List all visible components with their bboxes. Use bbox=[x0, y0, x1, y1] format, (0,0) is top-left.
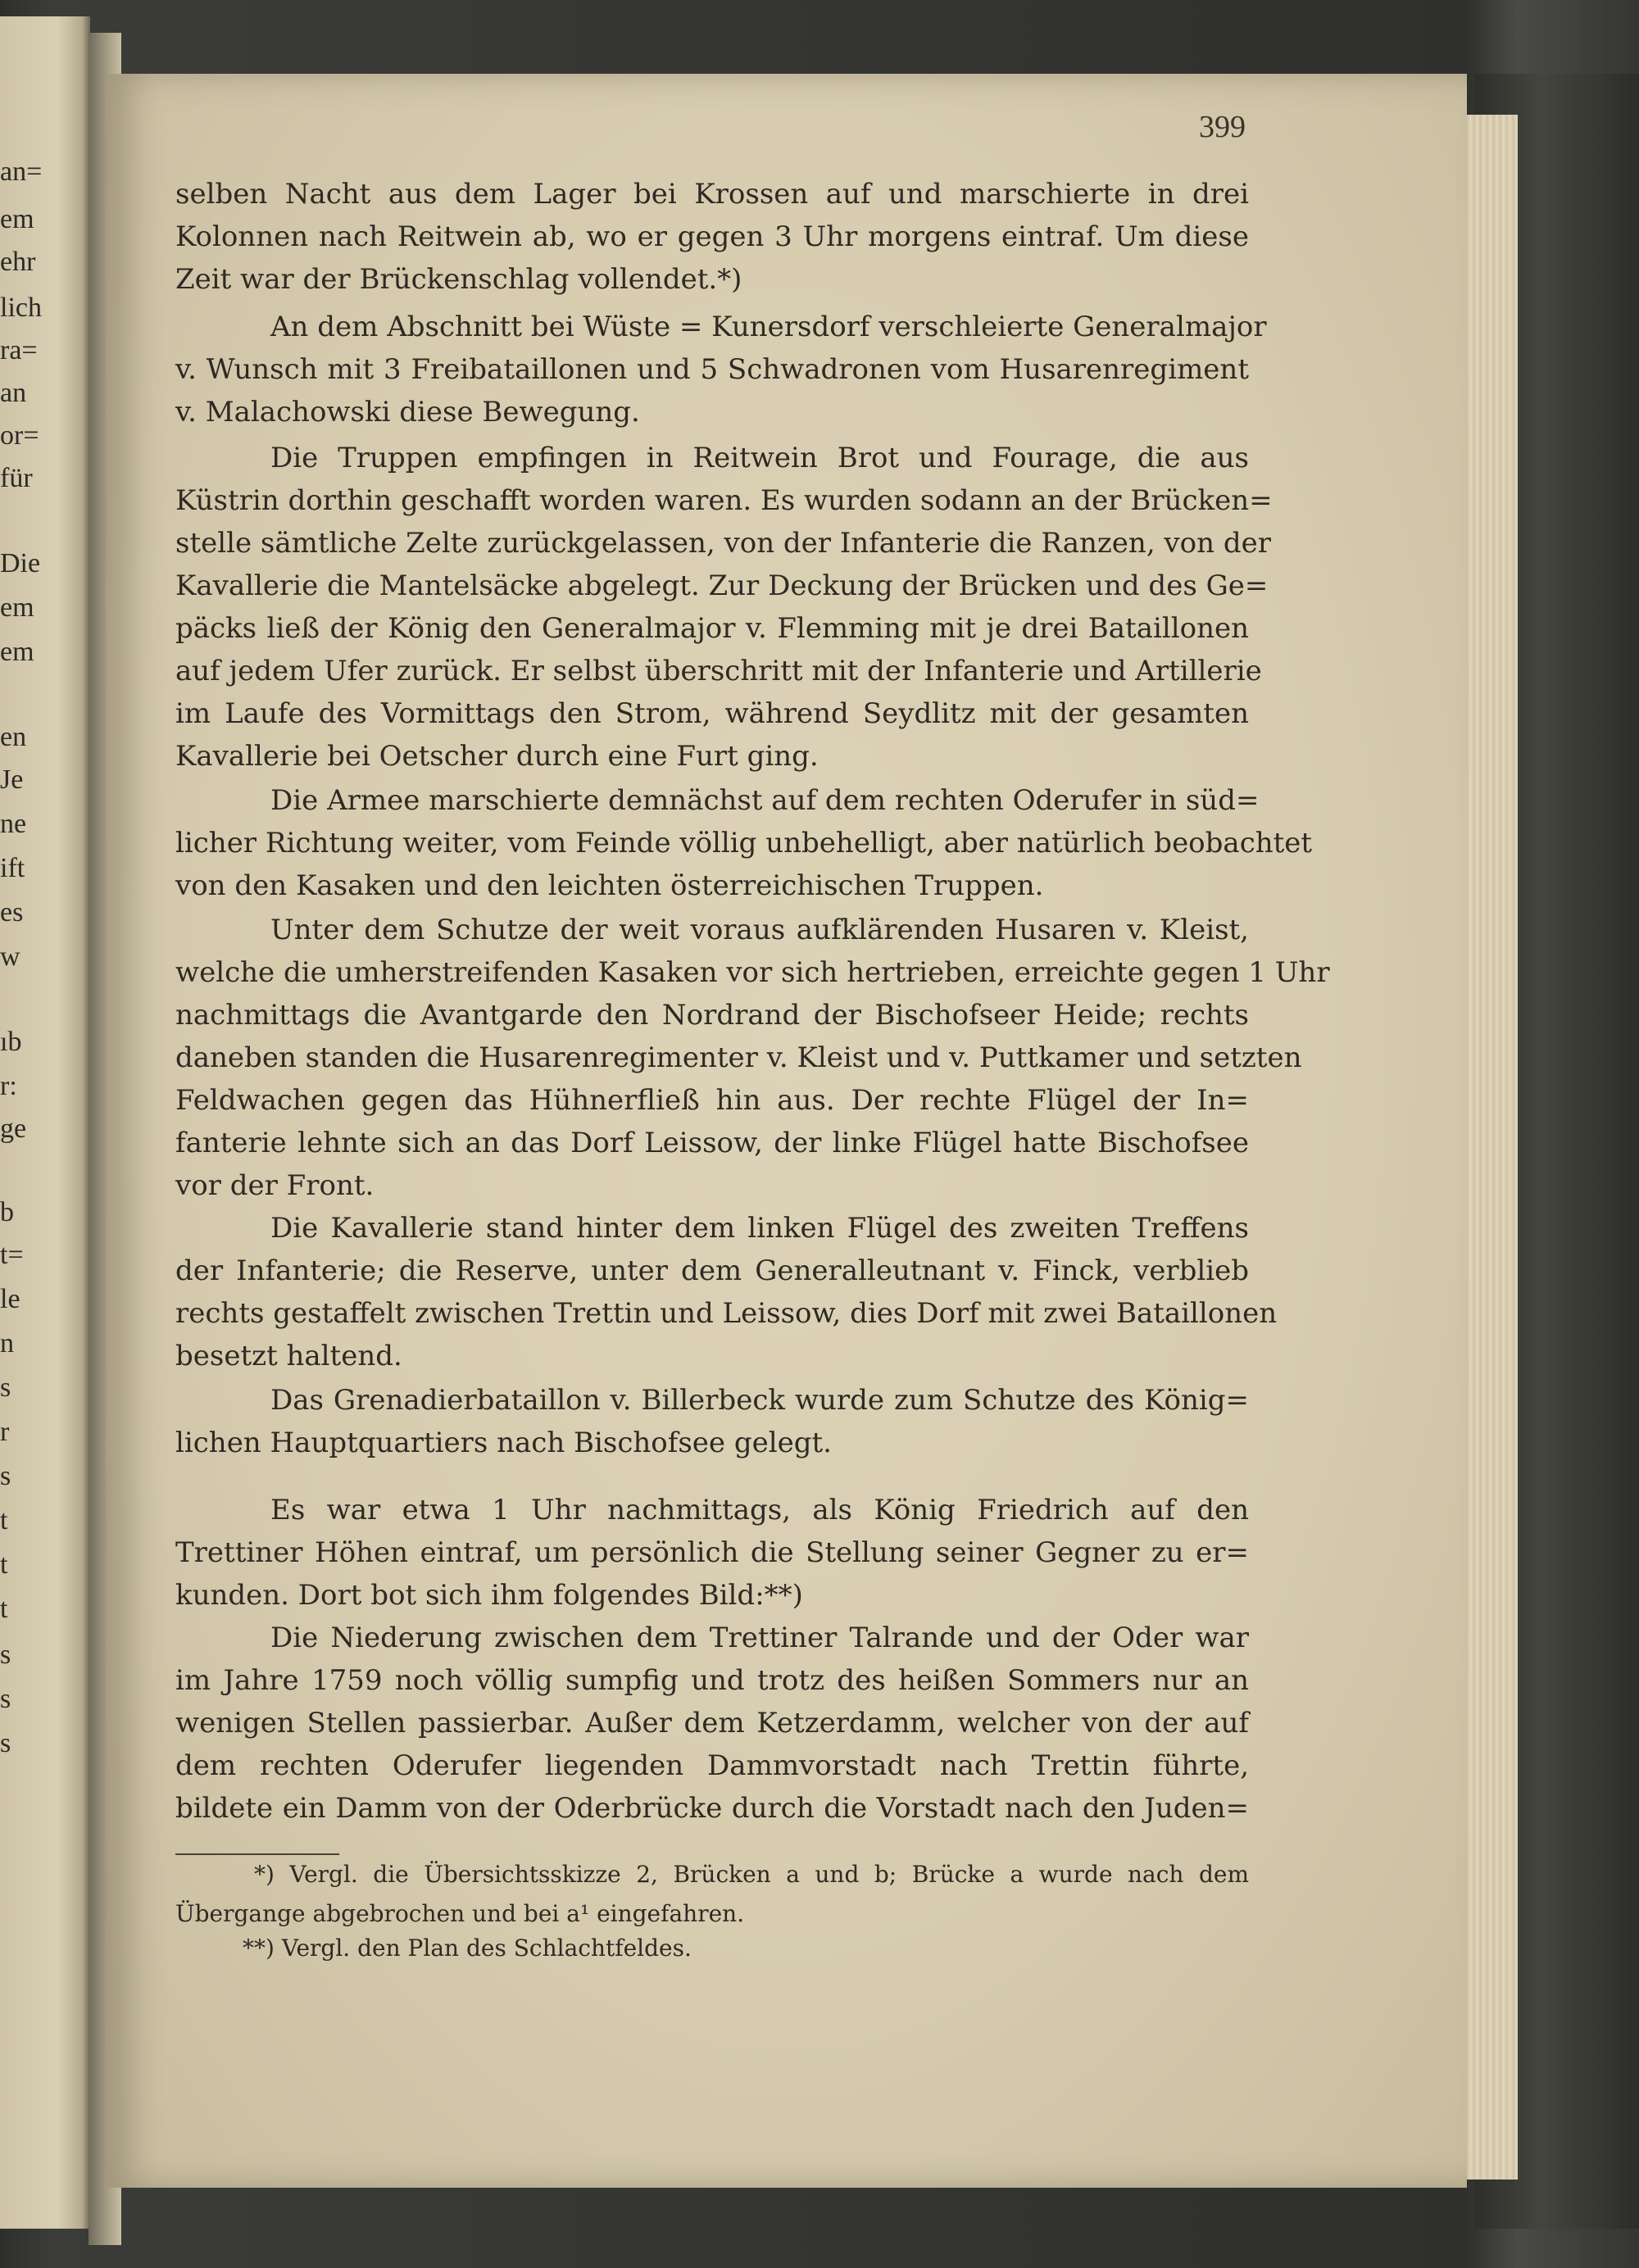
text-line: der Infanterie; die Reserve, unter dem Generalleutnant v. Finck, verblieb bbox=[175, 1254, 1249, 1287]
left-page-fragment: r bbox=[0, 1417, 10, 1447]
text-line: auf jedem Ufer zurück. Er selbst überschritt mit der Infanterie und Artillerie bbox=[175, 655, 1262, 687]
left-page-fragment: an bbox=[0, 378, 27, 408]
text-line: Es war etwa 1 Uhr nachmittags, als König Friedrich auf den bbox=[270, 1494, 1249, 1526]
left-page-fragment: r: bbox=[0, 1071, 17, 1101]
text-line: Die Kavallerie stand hinter dem linken Flügel des zweiten Treffens bbox=[270, 1212, 1249, 1245]
text-line: v. Malachowski diese Bewegung. bbox=[175, 396, 640, 429]
text-line: im Jahre 1759 noch völlig sumpfig und trotz des heißen Sommers nur an bbox=[175, 1664, 1249, 1697]
footnote-rule bbox=[175, 1853, 339, 1855]
text-line: lichen Hauptquartiers nach Bischofsee gelegt. bbox=[175, 1427, 832, 1459]
text-line: Kavallerie bei Oetscher durch eine Furt ging. bbox=[175, 740, 819, 773]
left-page-fragment: s bbox=[0, 1684, 11, 1714]
text-line: licher Richtung weiter, vom Feinde völlig unbehelligt, aber natürlich beobachtet bbox=[175, 827, 1313, 860]
text-line: welche die umherstreifenden Kasaken vor sich hertrieben, erreichte gegen 1 Uhr bbox=[175, 956, 1330, 989]
text-line: im Laufe des Vormittags den Strom, während Seydlitz mit der gesamten bbox=[175, 697, 1249, 730]
left-page-fragment: n bbox=[0, 1328, 14, 1359]
left-page-fragment: s bbox=[0, 1728, 11, 1758]
text-line: Kolonnen nach Reitwein ab, wo er gegen 3 Uhr morgens eintraf. Um diese bbox=[175, 220, 1249, 253]
left-page-fragment: Die bbox=[0, 548, 41, 578]
left-page-fragment: Je bbox=[0, 764, 24, 795]
left-page-fragment: ra= bbox=[0, 335, 38, 365]
text-line: Zeit war der Brückenschlag vollendet.*) bbox=[175, 263, 742, 296]
left-page-fragment: le bbox=[0, 1284, 20, 1314]
left-page-fragment: em bbox=[0, 204, 34, 234]
left-page-fragment: em bbox=[0, 592, 34, 623]
text-line: Die Truppen empfingen in Reitwein Brot und Fourage, die aus bbox=[270, 442, 1249, 474]
text-line: fanterie lehnte sich an das Dorf Leissow, der linke Flügel hatte Bischofsee bbox=[175, 1127, 1249, 1159]
text-line: Unter dem Schutze der weit voraus aufklärenden Husaren v. Kleist, bbox=[270, 914, 1249, 946]
text-line: bildete ein Damm von der Oderbrücke durch die Vorstadt nach den Juden= bbox=[175, 1792, 1249, 1825]
left-page-fragment: em bbox=[0, 637, 34, 667]
text-line: Feldwachen gegen das Hühnerfließ hin aus. Der rechte Flügel der In= bbox=[175, 1084, 1249, 1117]
left-page-fragment: b bbox=[0, 1197, 14, 1227]
left-page-fragment: s bbox=[0, 1372, 11, 1403]
text-line: selben Nacht aus dem Lager bei Krossen auf und marschierte in drei bbox=[175, 178, 1249, 211]
left-page-fragment: ge bbox=[0, 1114, 27, 1144]
text-line: Die Armee marschierte demnächst auf dem rechten Oderufer in süd= bbox=[270, 784, 1260, 817]
left-page-fragment: t bbox=[0, 1549, 8, 1580]
left-page-fragment: ne bbox=[0, 809, 27, 839]
text-line: Trettiner Höhen eintraf, um persönlich die Stellung seiner Gegner zu er= bbox=[175, 1536, 1249, 1569]
left-page-fragment: an= bbox=[0, 156, 43, 187]
footnote: **) Vergl. den Plan des Schlachtfeldes. bbox=[243, 1935, 692, 1962]
text-line: wenigen Stellen passierbar. Außer dem Ketzerdamm, welcher von der auf bbox=[175, 1707, 1249, 1740]
left-page-fragment: or= bbox=[0, 420, 39, 451]
left-page-fragment: t= bbox=[0, 1240, 24, 1270]
left-page-fragment: w bbox=[0, 941, 20, 972]
text-line: dem rechten Oderufer liegenden Dammvorstadt nach Trettin führte, bbox=[175, 1749, 1249, 1782]
left-page-fragment: s bbox=[0, 1461, 11, 1491]
left-page-fragment: t bbox=[0, 1505, 8, 1535]
text-line: kunden. Dort bot sich ihm folgendes Bild:**) bbox=[175, 1579, 803, 1612]
text-line: rechts gestaffelt zwischen Trettin und Leissow, dies Dorf mit zwei Bataillonen bbox=[175, 1297, 1278, 1330]
left-page-fragment: s bbox=[0, 1640, 11, 1670]
text-line: vor der Front. bbox=[175, 1169, 375, 1202]
text-line: päcks ließ der König den Generalmajor v. Flemming mit je drei Bataillonen bbox=[175, 612, 1249, 645]
text-line: besetzt haltend. bbox=[175, 1340, 402, 1372]
text-line: v. Wunsch mit 3 Freibataillonen und 5 Schwadronen vom Husarenregiment bbox=[175, 353, 1249, 386]
left-page-edge bbox=[0, 16, 90, 2229]
text-line: stelle sämtliche Zelte zurückgelassen, von der Infanterie die Ranzen, von der bbox=[175, 527, 1271, 560]
text-line: Die Niederung zwischen dem Trettiner Talrande und der Oder war bbox=[270, 1622, 1249, 1654]
footnote: *) Vergl. die Übersichtsskizze 2, Brücken a und b; Brücke a wurde nach dem bbox=[254, 1861, 1249, 1888]
left-page-fragment: lich bbox=[0, 293, 42, 323]
text-line: von den Kasaken und den leichten österreichischen Truppen. bbox=[175, 869, 1044, 902]
left-page-fragment: ıb bbox=[0, 1027, 22, 1057]
left-page-fragment: ehr bbox=[0, 247, 36, 277]
left-page-fragment: ift bbox=[0, 853, 25, 883]
text-line: Küstrin dorthin geschafft worden waren. Es wurden sodann an der Brücken= bbox=[175, 484, 1273, 517]
left-page-fragment: t bbox=[0, 1594, 8, 1624]
text-line: Das Grenadierbataillon v. Billerbeck wurde zum Schutze des König= bbox=[270, 1384, 1249, 1417]
text-line: nachmittags die Avantgarde den Nordrand der Bischofseer Heide; rechts bbox=[175, 999, 1249, 1032]
left-page-fragment: für bbox=[0, 463, 33, 493]
page-number: 399 bbox=[1199, 110, 1246, 144]
footnote: Übergange abgebrochen und bei a¹ eingefahren. bbox=[175, 1900, 745, 1927]
text-line: daneben standen die Husarenregimenter v. Kleist und v. Puttkamer und setzten bbox=[175, 1041, 1302, 1074]
left-page-fragment: en bbox=[0, 722, 27, 752]
text-line: An dem Abschnitt bei Wüste = Kunersdorf verschleierte Generalmajor bbox=[270, 311, 1267, 343]
left-page-fragment: es bbox=[0, 897, 24, 928]
text-line: Kavallerie die Mantelsäcke abgelegt. Zur Deckung der Brücken und des Ge= bbox=[175, 569, 1269, 602]
